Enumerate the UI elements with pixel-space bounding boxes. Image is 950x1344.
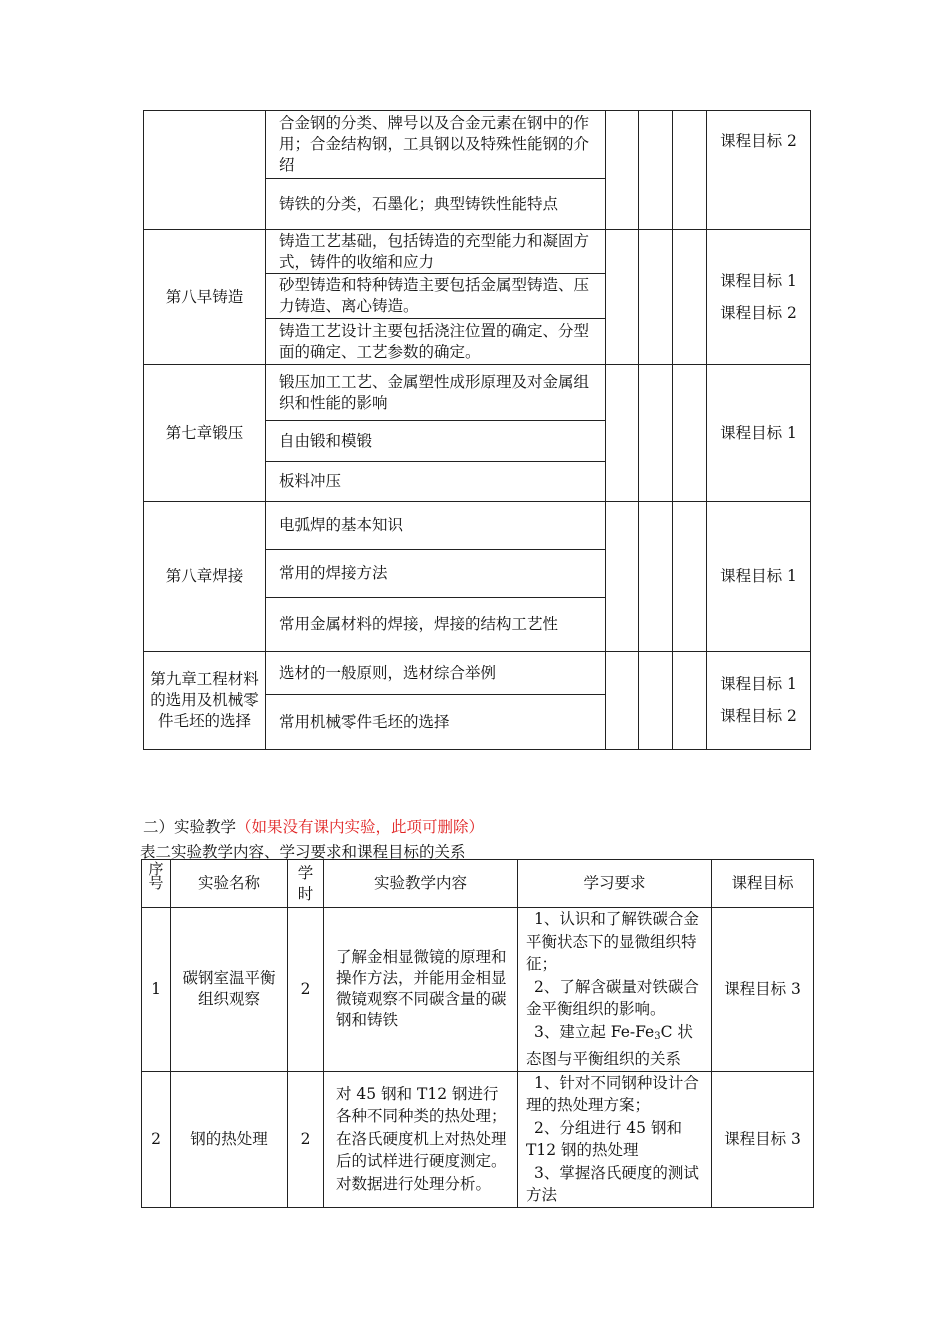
target-text: 课程目标 2 [720,707,797,725]
chapter-cell: 第七章锻压 [144,365,266,502]
content-cell: 合金钢的分类、牌号以及合金元素在钢中的作用；合金结构钢，工具钢以及特殊性能钢的介绍 [266,111,606,179]
chapter-cell: 第八章焊接 [144,502,266,652]
empty-cell [673,652,707,750]
empty-cell [606,365,639,502]
section-title: 二）实验教学 [143,818,237,836]
experiment-table [141,859,814,1208]
section-heading [143,815,484,837]
empty-cell [639,502,673,652]
target-cell: 课程目标 3 [712,1071,814,1207]
hours-cell: 2 [288,1071,324,1207]
table-header-row [142,860,814,908]
chapter-cell: 第九章工程材料的选用及机械零件毛坯的选择 [144,652,266,750]
target-cell [707,230,811,365]
target-text: 课程目标 1 [720,423,797,442]
chapter-cell: 第八早铸造 [144,230,266,365]
requirement-item: 3、建立起 $Fe-Fe_3C$ 状态图与平衡组织的关系 [526,1022,693,1068]
empty-cell [606,652,639,750]
table-row [144,230,811,274]
header-content: 实验教学内容 [324,860,518,908]
content-cell: 铸铁的分类，石墨化；典型铸铁性能特点 [266,179,606,230]
requirement-item: 1、针对不同钢种设计合理的热处理方案； [526,1073,699,1114]
content-cell: 选材的一般原则，选材综合举例 [266,652,606,695]
empty-cell [606,111,639,230]
requirement-item: 2、分组进行 45 钢和 T12 钢的热处理 [526,1118,682,1159]
course-content-table [143,110,811,750]
target-text: 课程目标 2 [720,303,797,322]
requirement-item: 3、掌握洛氏硬度的测试方法 [526,1163,699,1204]
requirement-cell [518,1071,712,1207]
content-cell: 自由锻和模锻 [266,421,606,462]
target-cell [707,365,811,502]
empty-cell [673,111,707,230]
table-caption: 表二实验教学内容、学习要求和课程目标的关系 [140,843,466,861]
name-cell: 碳钢室温平衡组织观察 [171,908,288,1072]
header-requirement: 学习要求 [518,860,712,908]
table-row [142,1071,814,1207]
table-row [144,111,811,179]
empty-cell [639,230,673,365]
content-cell: 砂型铸造和特种铸造主要包括金属型铸造、压力铸造、离心铸造。 [266,274,606,319]
table-row [144,652,811,695]
seq-cell: 2 [142,1071,171,1207]
target-text: 课程目标 1 [720,271,797,290]
empty-cell [673,502,707,652]
section-note: （如果没有课内实验，此项可删除） [236,818,485,836]
content-cell: 铸造工艺设计主要包括浇注位置的确定、分型面的确定、工艺参数的确定。 [266,319,606,365]
empty-cell [606,230,639,365]
requirement-item: 2、了解含碳量对铁碳合金平衡组织的影响。 [526,977,699,1018]
empty-cell [606,502,639,652]
chapter-cell [144,111,266,230]
target-text: 课程目标 2 [720,132,797,150]
content-cell: 板料冲压 [266,462,606,502]
target-cell [707,111,811,230]
empty-cell [673,365,707,502]
content-cell: 常用的焊接方法 [266,550,606,598]
header-name: 实验名称 [171,860,288,908]
content-cell: 锻压加工工艺、金属塑性成形原理及对金属组织和性能的影响 [266,365,606,421]
empty-cell [673,230,707,365]
table-row [142,908,814,1072]
target-text: 课程目标 1 [720,675,797,693]
header-target: 课程目标 [712,860,814,908]
target-cell [707,502,811,652]
seq-cell: 1 [142,908,171,1072]
content-cell: 对 45 钢和 T12 钢进行各种不同种类的热处理；在洛氏硬度机上对热处理后的试样进行硬度测定。对数据进行处理分析。 [324,1071,518,1207]
target-cell: 课程目标 3 [712,908,814,1072]
requirement-cell [518,908,712,1072]
empty-cell [639,365,673,502]
table-row [144,502,811,550]
content-cell: 常用金属材料的焊接，焊接的结构工艺性 [266,598,606,652]
empty-cell [639,652,673,750]
header-hours: 学时 [288,860,324,908]
hours-cell: 2 [288,908,324,1072]
target-text: 课程目标 1 [720,567,797,585]
content-cell: 了解金相显微镜的原理和操作方法，并能用金相显微镜观察不同碳含量的碳钢和铸铁 [324,908,518,1072]
name-cell: 钢的热处理 [171,1071,288,1207]
requirement-item: 1、认识和了解铁碳合金平衡状态下的显微组织特征； [526,910,699,973]
header-seq: 序号 [142,860,171,908]
target-cell [707,652,811,750]
content-cell: 常用机械零件毛坯的选择 [266,695,606,750]
table-row [144,365,811,421]
empty-cell [639,111,673,230]
content-cell: 电弧焊的基本知识 [266,502,606,550]
content-cell: 铸造工艺基础，包括铸造的充型能力和凝固方式，铸件的收缩和应力 [266,230,606,274]
